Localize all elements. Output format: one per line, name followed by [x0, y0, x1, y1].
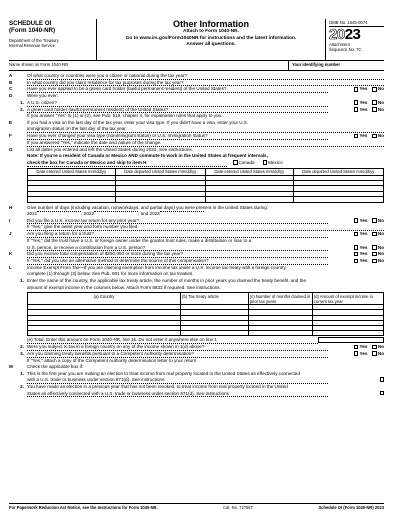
treaty-table-wrap: [9, 292, 384, 336]
irs-name: Internal Revenue Service: [9, 43, 55, 49]
yes-checkbox[interactable]: Yes: [354, 258, 367, 264]
header-left: [9, 19, 97, 60]
line-g-note2: check the box for Canada or Mexico and skip to item H Canada Mexico: [27, 159, 283, 165]
identifying-number-field[interactable]: Your identifying number: [288, 61, 384, 70]
schedule-name: SCHEDULE OI: [9, 20, 52, 27]
form-header: [9, 19, 384, 61]
line-l-cont: complete (1) through (3) below. See Pub. 901 for more information on tax treaties.: [27, 271, 194, 277]
line-l1: 1. Enter the name of the country, the applicable tax treaty article, the number of months in prior years you claimed the treaty benefit, and the: [20, 277, 307, 283]
line-l1e: (e) Total. Enter this amount on Form 1040-NR, line 1k. Do not enter it anywhere else on line 1: [9, 337, 384, 344]
line-m2-cont: States as effectively connected with a U.S. trade or business under section 871(d). See instructions: [9, 391, 384, 398]
line-c-text: Have you ever applied to be a green card holder (lawful permanent resident) of the United States?: [27, 86, 328, 93]
line-e-cont: immigration status on the last day of the tax year.: [9, 126, 384, 133]
days-2022-field[interactable]: [94, 211, 138, 212]
treaty-table: [27, 292, 384, 336]
days-2023-field[interactable]: [160, 211, 204, 212]
line-a: A Of what country or countries were you a citizen or national during the tax year?: [9, 73, 384, 80]
questions: [9, 73, 384, 397]
treaty-total-field[interactable]: [318, 337, 384, 343]
yes-checkbox[interactable]: Yes: [354, 344, 367, 350]
days-2021-field[interactable]: [37, 211, 81, 212]
line-l3: 3. Are you claiming treaty benefits pursuant to a Competent Authority determination? Yes No: [20, 350, 384, 356]
answer-instruction: Answer all questions.: [186, 42, 236, 48]
date-cell[interactable]: [28, 197, 116, 202]
footer-paperwork-notice: For Paperwork Reduction Act Notice, see the Instructions for Form 1040-NR.: [9, 505, 158, 510]
no-checkbox[interactable]: No: [372, 251, 384, 257]
header-center: [97, 19, 325, 60]
treaty-cell[interactable]: [28, 331, 181, 336]
attachment-label: Attachment: [329, 42, 350, 47]
yes-checkbox[interactable]: Yes: [354, 245, 367, 251]
date-cell[interactable]: [115, 197, 205, 202]
line-j-cont: If "Yes," did the trust have a U.S. or foreign owner under the grantor trust rules, make a distribution or loan to a: [27, 237, 252, 243]
line-m2: 2. You have made an election in a previous year that has not been revoked, to treat income from real property located in the United: [20, 384, 288, 390]
table-row: [28, 197, 384, 202]
no-checkbox[interactable]: No: [372, 218, 384, 224]
line-f: F Have you ever changed your visa type (nonimmigrant status) or U.S. immigration status? Yes No: [9, 133, 384, 139]
line-d2: 2. A green card holder (lawful permanent resident) of the United States? Yes No: [20, 106, 384, 112]
line-d2-text: A green card holder (lawful permanent resident) of the United States?: [27, 107, 328, 114]
treaty-column-header: (c) Number of months claimed in prior tax years: [248, 293, 312, 305]
line-e: E If you had a visa on the last day of the tax year, enter your visa type. If you didn't have a visa, enter your U.S.: [9, 119, 249, 125]
m2-checkbox[interactable]: [328, 391, 384, 396]
no-checkbox[interactable]: No: [372, 231, 384, 237]
yes-checkbox[interactable]: Yes: [354, 251, 367, 257]
tax-year-prefix: 20: [329, 26, 345, 44]
date-column-header: Date entered United States mm/dd/yy: [28, 168, 116, 175]
line-g: G List all dates you entered and left the United States during 2023. See instructions.: [9, 146, 193, 152]
line-g-note: Note: If you're a resident of Canada or Mexico AND commute to work in the United States at frequent intervals,: [27, 153, 268, 159]
name-field[interactable]: Name shown on Form 1040-NR: [9, 62, 69, 67]
goto-instruction: Go to www.irs.gov/Form1040NR for instructions and the latest information.: [125, 35, 297, 41]
yes-checkbox[interactable]: Yes: [354, 351, 367, 357]
yes-checkbox[interactable]: Yes: [354, 218, 367, 224]
sequence-number: Sequence No. 7C: [329, 46, 362, 52]
department-name: Department of the Treasury: [9, 38, 59, 44]
treaty-cell[interactable]: [248, 331, 312, 336]
tax-year: [329, 27, 384, 43]
line-l: L Income Exempt From Tax—If you are claiming exemption from income tax under a U.S. income tax treaty with a foreign country,: [9, 264, 287, 270]
line-m: M Check the applicable box if:: [9, 364, 84, 370]
no-checkbox[interactable]: No: [372, 344, 384, 350]
line-a-text[interactable]: Of what country or countries were you a citizen or national during the tax year?: [27, 73, 384, 80]
treaty-column-header: (b) Tax treaty article: [181, 293, 249, 305]
form-footer: [9, 503, 384, 510]
line-d1: 1. A U.S. citizen? Yes No: [20, 99, 384, 105]
no-checkbox[interactable]: No: [372, 100, 384, 106]
line-i-cont: If "Yes," give the latest year and form number you filed: [9, 224, 384, 231]
yes-checkbox[interactable]: Yes: [354, 231, 367, 237]
date-column-header: Date departed United States mm/dd/yy: [293, 168, 383, 175]
date-table-wrap: [9, 168, 384, 203]
attach-instruction: Attach to Form 1040-NR.: [183, 29, 239, 35]
canada-checkbox[interactable]: Canada: [233, 160, 255, 166]
line-f-cont: If you answered "Yes," indicate the date and nature of the change.: [9, 140, 384, 147]
treaty-cell[interactable]: [181, 331, 249, 336]
footer-cat-number: Cat. No. 72756T: [223, 505, 254, 510]
line-i: I Did you file a U.S. income tax return for any prior year? Yes No: [9, 217, 384, 223]
line-m1: 1. This is the first year you are making an election to treat income from real property located in the United States as effectively connected: [20, 370, 300, 376]
no-checkbox[interactable]: No: [372, 107, 384, 113]
form-reference: (Form 1040-NR): [9, 27, 56, 35]
footer-form-id: Schedule OI (Form 1040-NR) 2023: [318, 505, 384, 510]
mexico-checkbox[interactable]: Mexico: [263, 160, 283, 166]
line-d-note: If you answer "Yes" to (1) or (2), see Pub. 519, chapter 4, for expatriation rules that apply to you.: [27, 113, 223, 119]
table-row: [28, 331, 384, 336]
date-cell[interactable]: [205, 197, 293, 202]
header-right: [325, 19, 384, 60]
no-checkbox[interactable]: No: [372, 133, 384, 139]
line-m1-cont: with a U.S. trade or business under section 871(d). See instructions: [9, 377, 384, 384]
yes-checkbox[interactable]: Yes: [354, 107, 367, 113]
line-d-text: Were you ever:: [27, 93, 59, 99]
line-d: D Were you ever:: [9, 93, 384, 100]
line-l1-cont: amount of exempt income in the columns below. Attach Form 8833 if required. See instructions.: [27, 284, 221, 290]
no-checkbox[interactable]: No: [372, 351, 384, 357]
line-k: K Did you receive total compensation of $250,000 or more during the tax year? Yes No: [9, 251, 384, 257]
line-k-cont: If "Yes," did you use an alternative method to determine the source of this compensation? Yes No: [27, 258, 384, 264]
line-l3-cont: If "Yes," attach a copy of the Competent Authority determination letter to your return.: [27, 357, 198, 363]
tax-year-suffix: 23: [344, 26, 361, 44]
line-l2: 2. Were you subject to tax in a foreign country on any of the income shown in 1(d) above? Yes No: [20, 344, 384, 350]
yes-checkbox[interactable]: Yes: [354, 133, 367, 139]
treaty-cell[interactable]: [312, 331, 383, 336]
treaty-column-header: (a) Country: [28, 293, 181, 305]
line-c: C Have you ever applied to be a green card holder (lawful permanent resident) of the United States? Yes No: [9, 86, 384, 92]
line-d1-text: A U.S. citizen?: [27, 100, 328, 107]
m1-checkbox[interactable]: [328, 377, 384, 382]
line-j-cont2: U.S. person, or receive a contribution from a U.S. person? Yes No: [27, 244, 384, 250]
treaty-column-header: (d) Amount of exempt income in current tax year: [312, 293, 383, 305]
no-checkbox[interactable]: No: [372, 86, 384, 92]
no-checkbox[interactable]: No: [372, 258, 384, 264]
name-row: [9, 61, 384, 71]
omb-number: OMB No. 1545-0074: [329, 19, 384, 27]
date-column-header: Date departed United States mm/dd/yy: [115, 168, 205, 175]
yes-checkbox[interactable]: Yes: [354, 100, 367, 106]
date-cell[interactable]: [293, 197, 383, 202]
line-j: J Are you filing a return for a trust? Yes No: [9, 231, 384, 237]
line-h: H Give number of days (including vacation, nonworkdays, and partial days) you were present in the United States during:: [9, 204, 269, 210]
yes-checkbox[interactable]: Yes: [354, 86, 367, 92]
date-column-header: Date entered United States mm/dd/yy: [205, 168, 293, 175]
form-title: Other Information: [173, 19, 249, 29]
travel-dates-table: [27, 168, 384, 203]
line-h-years: 2021 , 2022 , and 2023: [9, 211, 384, 218]
no-checkbox[interactable]: No: [372, 245, 384, 251]
line-b: B In what country did you claim residence for tax purposes during the tax year?: [9, 80, 384, 87]
line-b-text[interactable]: In what country did you claim residence for tax purposes during the tax year?: [27, 80, 384, 87]
